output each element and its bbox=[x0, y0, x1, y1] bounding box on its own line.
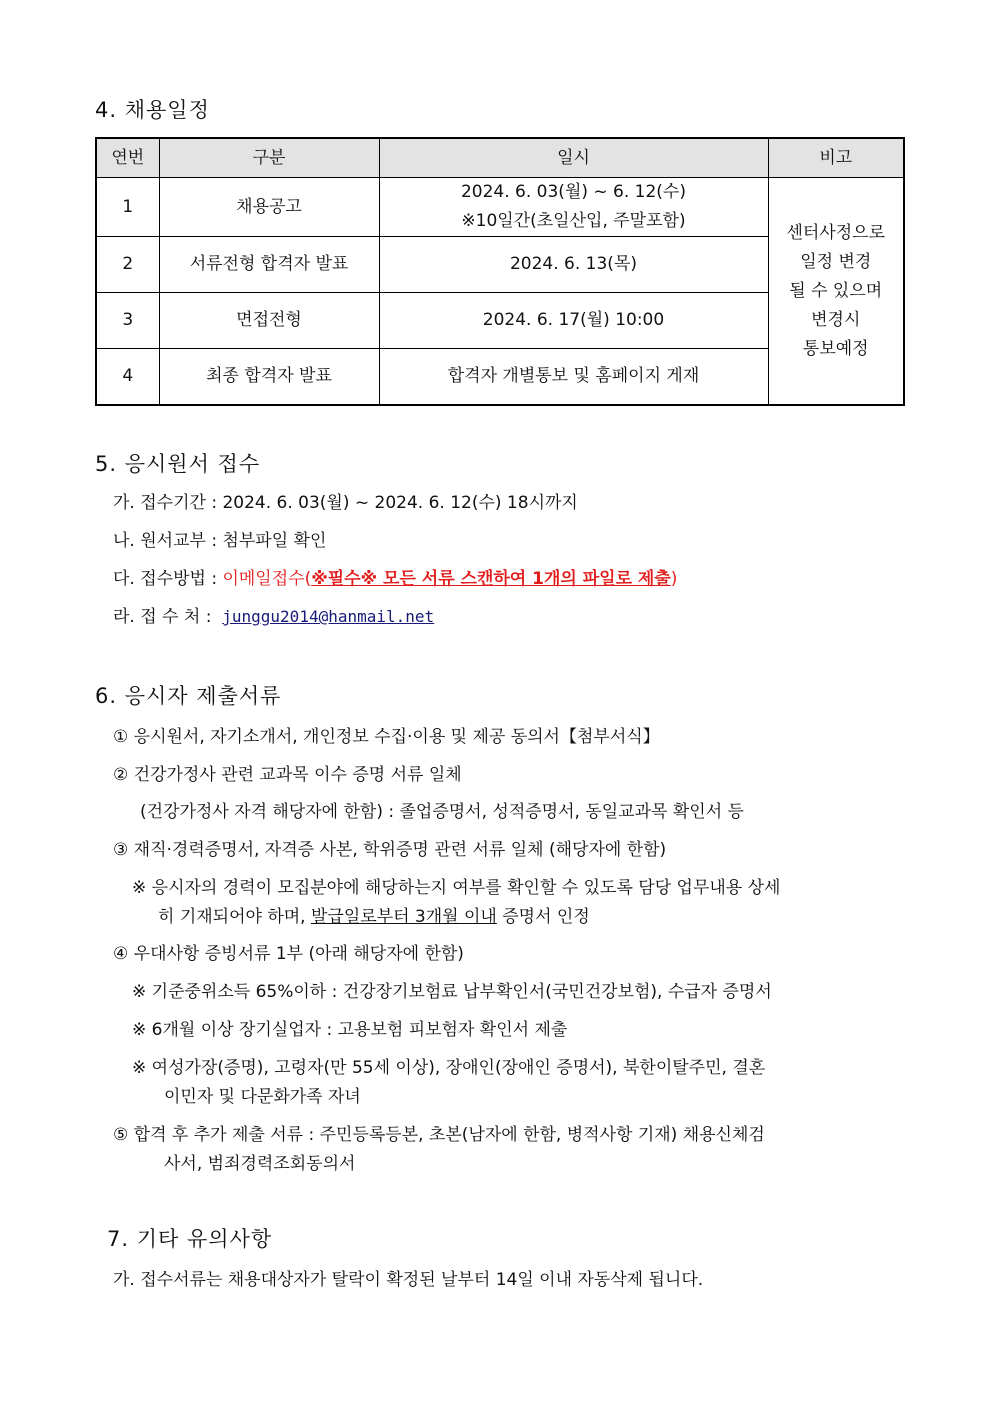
row-no: 2 bbox=[96, 237, 159, 293]
doc-item-3-note: ※ 응시자의 경력이 모집분야에 해당하는지 여부를 확인할 수 있도록 담당 업무내용 상세 bbox=[132, 878, 781, 898]
row-type: 최종 합격자 발표 bbox=[159, 349, 379, 406]
note-line: 통보예정 bbox=[802, 338, 869, 359]
method-value: 이메일접수( bbox=[222, 569, 312, 589]
doc-item-2: ② 건강가정사 관련 교과목 이수 증명 서류 일체 bbox=[113, 765, 462, 785]
row-no: 4 bbox=[96, 349, 159, 406]
col-header-type: 구분 bbox=[159, 138, 379, 178]
email-link[interactable]: junggu2014@hanmail.net bbox=[222, 607, 435, 626]
row-date bbox=[379, 178, 768, 237]
method-line bbox=[113, 564, 677, 589]
row-type: 채용공고 bbox=[159, 178, 379, 237]
row-date: 합격자 개별통보 및 홈페이지 게재 bbox=[379, 349, 768, 406]
table-row bbox=[96, 178, 904, 237]
row-date-note: ※10일간(초일산입, 주말포함) bbox=[461, 211, 686, 231]
doc-item-5-cont: 사서, 범죄경력조회동의서 bbox=[164, 1154, 356, 1174]
doc-item-4: ④ 우대사항 증빙서류 1부 (아래 해당자에 한함) bbox=[113, 944, 464, 964]
email-label: 라. 접 수 처 : bbox=[113, 607, 223, 627]
period-line: 가. 접수기간 : 2024. 6. 03(월) ~ 2024. 6. 12(수) 18시까지 bbox=[113, 493, 578, 513]
table-header-row bbox=[96, 138, 904, 178]
note-line: 변경시 bbox=[811, 309, 861, 330]
doc-item-4-note-1: ※ 기준중위소득 65%이하 : 건강장기보험료 납부확인서(국민건강보험), 수급자 증명서 bbox=[132, 982, 772, 1002]
section-4-title: 4. 채용일정 bbox=[95, 98, 210, 122]
note-line: 될 수 있으며 bbox=[789, 280, 883, 301]
method-label: 다. 접수방법 : bbox=[113, 569, 223, 589]
doc-item-2-detail: (건강가정사 자격 해당자에 한함) : 졸업증명서, 성적증명서, 동일교과목 확인서 등 bbox=[140, 802, 744, 822]
notice-line: 가. 접수서류는 채용대상자가 탈락이 확정된 날부터 14일 이내 자동삭제 됩니다. bbox=[113, 1270, 704, 1290]
section-6-title: 6. 응시자 제출서류 bbox=[95, 684, 282, 708]
method-value-end: ) bbox=[670, 569, 678, 589]
row-date: 2024. 6. 13(목) bbox=[379, 237, 768, 293]
form-line: 나. 원서교부 : 첨부파일 확인 bbox=[113, 531, 327, 551]
col-header-no: 연번 bbox=[96, 138, 159, 178]
doc-item-1: ① 응시원서, 자기소개서, 개인정보 수집·이용 및 제공 동의서【첨부서식】 bbox=[113, 727, 660, 747]
section-7-title: 7. 기타 유의사항 bbox=[107, 1227, 273, 1251]
doc-item-4-note-2: ※ 6개월 이상 장기실업자 : 고용보험 피보험자 확인서 제출 bbox=[132, 1020, 568, 1040]
validity-note: 발급일로부터 3개월 이내 bbox=[311, 907, 497, 927]
row-note bbox=[768, 178, 904, 406]
row-no: 3 bbox=[96, 293, 159, 349]
doc-item-4-note-3: ※ 여성가장(증명), 고령자(만 55세 이상), 장애인(장애인 증명서), 북한이탈주민, 결혼 bbox=[132, 1058, 766, 1078]
row-date-line: 2024. 6. 03(월) ~ 6. 12(수) bbox=[460, 182, 686, 202]
row-type: 서류전형 합격자 발표 bbox=[159, 237, 379, 293]
doc-item-3: ③ 재직·경력증명서, 자격증 사본, 학위증명 관련 서류 일체 (해당자에 한함) bbox=[113, 840, 667, 860]
col-header-date: 일시 bbox=[379, 138, 768, 178]
note-line: 센터사정으로 bbox=[786, 222, 886, 243]
row-date: 2024. 6. 17(월) 10:00 bbox=[379, 293, 768, 349]
row-type: 면접전형 bbox=[159, 293, 379, 349]
section-5-title: 5. 응시원서 접수 bbox=[95, 452, 261, 476]
note-text-end: 증명서 인정 bbox=[496, 907, 590, 927]
email-line bbox=[113, 602, 434, 627]
method-required-note: ※필수※ 모든 서류 스캔하여 1개의 파일로 제출 bbox=[311, 569, 671, 589]
note-line: 일정 변경 bbox=[800, 251, 872, 272]
doc-item-3-note-cont bbox=[158, 902, 590, 927]
doc-item-5: ⑤ 합격 후 추가 제출 서류 : 주민등록등본, 초본(남자에 한함, 병적사항 기재) 채용신체검 bbox=[113, 1125, 765, 1145]
doc-item-4-note-3-cont: 이민자 및 다문화가족 자녀 bbox=[164, 1087, 361, 1107]
col-header-note: 비고 bbox=[768, 138, 904, 178]
note-text: 히 기재되어야 하며, bbox=[158, 907, 311, 927]
schedule-table bbox=[95, 137, 905, 406]
row-no: 1 bbox=[96, 178, 159, 237]
